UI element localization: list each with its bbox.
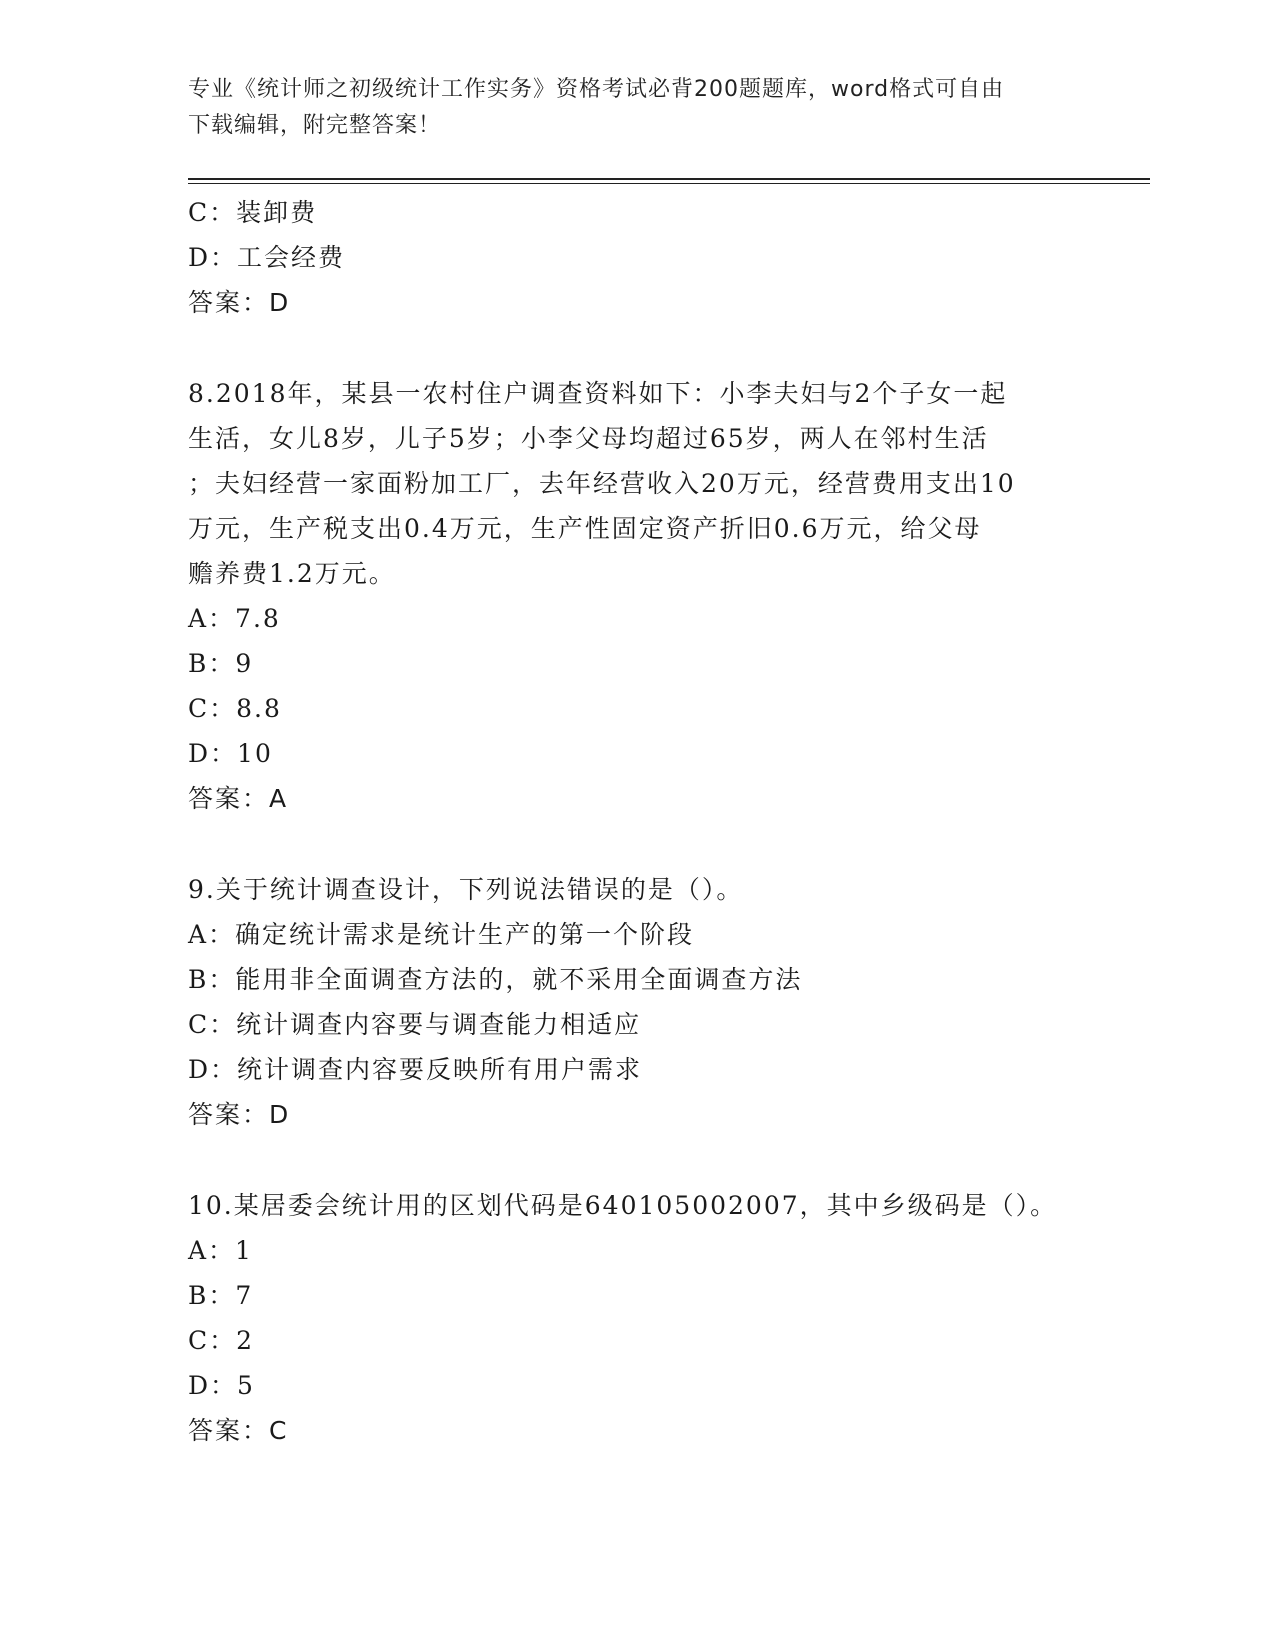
question-10 <box>188 1183 1088 1453</box>
option-a: A：7.8 <box>188 604 281 633</box>
spacer <box>188 325 1088 371</box>
question-text-line: 生活，女儿8岁，儿子5岁；小李父母均超过65岁，两人在邻村生活 <box>188 424 989 453</box>
header-line-2: 下载编辑，附完整答案！ <box>188 113 442 138</box>
question-text-line: 8.2018年，某县一农村住户调查资料如下：小李夫妇与2个子女一起 <box>188 379 1008 408</box>
question-text-line: ；夫妇经营一家面粉加工厂，去年经营收入20万元，经营费用支出10 <box>188 469 1016 498</box>
option-b: B：9 <box>188 649 254 678</box>
question-9 <box>188 867 1088 1137</box>
header-divider-thin <box>188 183 1150 184</box>
option-d: D：工会经费 <box>188 243 346 272</box>
question-text-line: 万元，生产税支出0.4万元，生产性固定资产折旧0.6万元，给父母 <box>188 514 982 543</box>
question-8 <box>188 371 1088 821</box>
option-c: C：8.8 <box>188 694 282 723</box>
option-c: C：2 <box>188 1326 255 1355</box>
option-b: B：7 <box>188 1281 254 1310</box>
answer-line: 答案：A <box>188 784 289 813</box>
question-text-line: 9.关于统计调查设计，下列说法错误的是（）。 <box>188 875 744 904</box>
option-c: C：统计调查内容要与调查能力相适应 <box>188 1010 642 1039</box>
option-a: A：确定统计需求是统计生产的第一个阶段 <box>188 920 695 949</box>
spacer <box>188 821 1088 867</box>
previous-question-tail <box>188 190 1088 325</box>
answer-line: 答案：D <box>188 288 291 317</box>
answer-line: 答案：C <box>188 1416 289 1445</box>
option-d: D：10 <box>188 739 273 768</box>
question-text-line: 赡养费1.2万元。 <box>188 559 396 588</box>
document-header <box>188 72 1088 144</box>
option-d: D：5 <box>188 1371 255 1400</box>
option-b: B：能用非全面调查方法的，就不采用全面调查方法 <box>188 965 803 994</box>
question-text-line: 10.某居委会统计用的区划代码是640105002007，其中乡级码是（）。 <box>188 1191 1058 1220</box>
answer-line: 答案：D <box>188 1100 291 1129</box>
header-divider-thick <box>188 178 1150 180</box>
option-c: C：装卸费 <box>188 198 318 227</box>
header-line-1: 专业《统计师之初级统计工作实务》资格考试必背200题题库，word格式可自由 <box>188 77 1005 102</box>
option-a: A：1 <box>188 1236 253 1265</box>
option-d: D：统计调查内容要反映所有用户需求 <box>188 1055 643 1084</box>
document-body <box>188 190 1088 1453</box>
spacer <box>188 1137 1088 1183</box>
